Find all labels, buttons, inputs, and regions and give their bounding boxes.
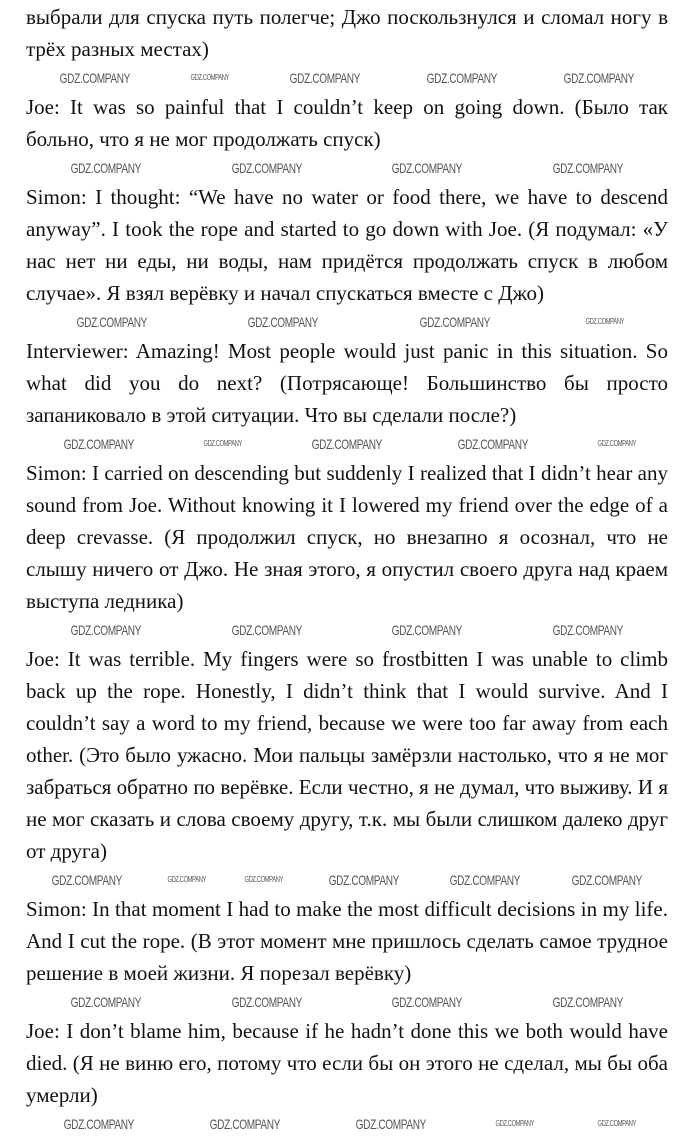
watermark: GDZ.COMPANY xyxy=(71,160,142,176)
watermark: GDZ.COMPANY xyxy=(63,436,135,452)
watermark-row xyxy=(26,69,668,87)
watermark: GDZ.COMPANY xyxy=(71,622,142,638)
paragraph-joe-1: Joe: It was so painful that I couldn’t keep on going down. (Было так больно, что я не мог продолжать спуск) xyxy=(26,95,668,151)
watermark-row xyxy=(26,1115,668,1133)
watermark: GDZ.COMPANY xyxy=(552,160,623,176)
watermark: GDZ.COMPANY xyxy=(289,70,361,86)
paragraph-simon-1: Simon: I thought: “We have no water or food there, we have to descend anyway”. I took the rope and started to go down with Joe. (Я подумал: «У нас нет ни еды, ни воды, нам придётся продолжать спуск в любом случае». Я взял верёвку и начал спускаться вместе с Джо) xyxy=(26,185,668,305)
watermark: GDZ.COMPANY xyxy=(51,872,123,888)
watermark-row xyxy=(26,871,668,889)
watermark: GDZ.COMPANY xyxy=(71,994,142,1010)
watermark: GDZ.COMPANY xyxy=(419,314,491,330)
paragraph-continuation: выбрали для спуска путь полегче; Джо поскользнулся и сломал ногу в трёх разных местах) xyxy=(26,5,668,61)
watermark: GDZ.COMPANY xyxy=(597,439,637,448)
watermark: GDZ.COMPANY xyxy=(585,317,624,326)
watermark: GDZ.COMPANY xyxy=(392,994,463,1010)
watermark: GDZ.COMPANY xyxy=(392,622,463,638)
paragraph-interviewer: Interviewer: Amazing! Most people would just panic in this situation. So what did you do next? (Потрясающе! Большинство бы просто запаниковало в этой ситуации. Что вы сделали после?) xyxy=(26,339,668,427)
watermark: GDZ.COMPANY xyxy=(564,70,635,86)
paragraph-joe-2: Joe: It was terrible. My fingers were so frostbitten I was unable to climb back up the rope. Honestly, I didn’t think that I would survive. And I couldn’t say a word to my friend, because we were too far away from each other. (Это было ужасно. Мои пальцы замёрзли настолько, что я не мог забраться обратно по верёвке. Если честно, я не думал, что выживу. И я не мог сказать и слова своему другу, т.к. мы были слишком далеко друг от друга) xyxy=(26,647,668,863)
watermark-row xyxy=(26,313,668,331)
watermark: GDZ.COMPANY xyxy=(231,622,302,638)
watermark: GDZ.COMPANY xyxy=(231,994,302,1010)
paragraph-simon-2: Simon: I carried on descending but suddenly I realized that I didn’t hear any sound from Joe. Without knowing it I lowered my friend over the edge of a deep crevasse. (Я продолжил спуск, но внезапно я осознал, что не слышу ничего от Джо. Не зная этого, я опустил своего друга над краем выступа ледника) xyxy=(26,461,668,613)
watermark: GDZ.COMPANY xyxy=(356,1116,427,1132)
watermark: GDZ.COMPANY xyxy=(450,872,521,888)
watermark: GDZ.COMPANY xyxy=(311,436,383,452)
watermark-row xyxy=(26,621,668,639)
watermark: GDZ.COMPANY xyxy=(495,1119,535,1128)
watermark: GDZ.COMPANY xyxy=(597,1119,637,1128)
watermark: GDZ.COMPANY xyxy=(457,436,529,452)
watermark-row xyxy=(26,435,668,453)
watermark: GDZ.COMPANY xyxy=(76,314,147,330)
watermark: GDZ.COMPANY xyxy=(248,314,319,330)
watermark: GDZ.COMPANY xyxy=(571,872,643,888)
watermark: GDZ.COMPANY xyxy=(552,622,623,638)
watermark: GDZ.COMPANY xyxy=(328,872,399,888)
watermark: GDZ.COMPANY xyxy=(203,439,243,448)
watermark: GDZ.COMPANY xyxy=(244,875,284,884)
watermark: GDZ.COMPANY xyxy=(59,70,130,86)
watermark: GDZ.COMPANY xyxy=(392,160,463,176)
watermark: GDZ.COMPANY xyxy=(426,70,498,86)
watermark-row xyxy=(26,159,668,177)
watermark: GDZ.COMPANY xyxy=(63,1116,135,1132)
paragraph-joe-3: Joe: I don’t blame him, because if he hadn’t done this we both would have died. (Я не виню его, потому что если бы он этого не сделал, мы бы оба умерли) xyxy=(26,1019,668,1107)
watermark: GDZ.COMPANY xyxy=(552,994,623,1010)
watermark: GDZ.COMPANY xyxy=(190,73,229,82)
paragraph-simon-3: Simon: In that moment I had to make the most difficult decisions in my life. And I cut the rope. (В этот момент мне пришлось сделать самое трудное решение в моей жизни. Я порезал верёвку) xyxy=(26,897,668,985)
watermark: GDZ.COMPANY xyxy=(209,1116,281,1132)
watermark-row xyxy=(26,993,668,1011)
watermark: GDZ.COMPANY xyxy=(231,160,302,176)
watermark: GDZ.COMPANY xyxy=(167,875,206,884)
